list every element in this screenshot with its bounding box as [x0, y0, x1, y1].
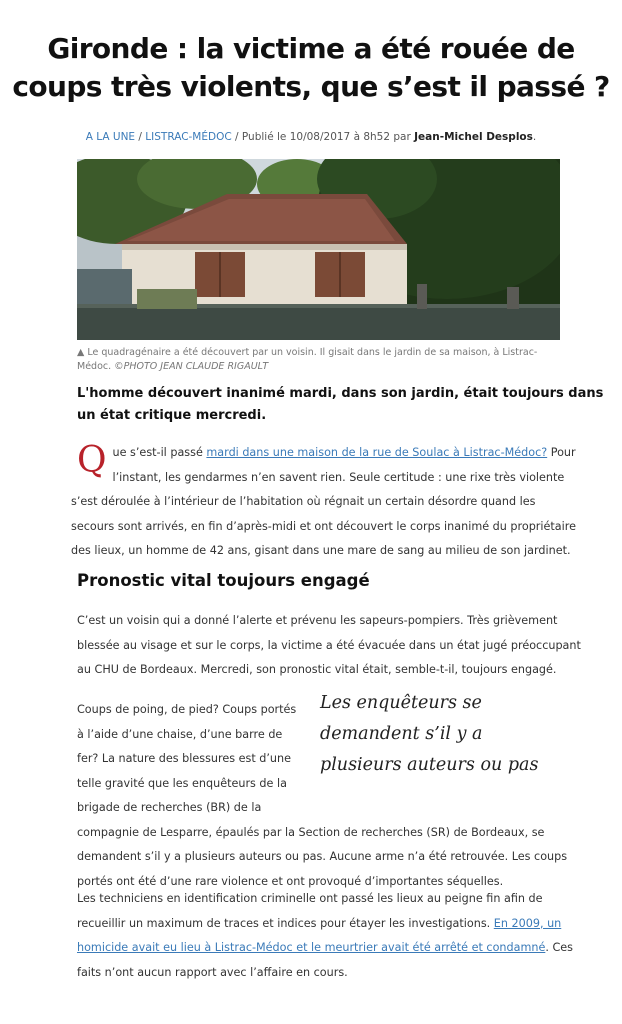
paragraph-line: l’instant, les gendarmes n’en savent rien. Seule certitude : une rixe très violente — [112, 470, 565, 484]
paragraph-line: C’est un voisin qui a donné l’alerte et prévenu les sapeurs-pompiers. Très grièvement — [77, 614, 558, 627]
title-line: coups très violents, que s’est il passé ? — [12, 70, 610, 103]
lead-line: un état critique mercredi. — [77, 408, 267, 423]
caption-line: Médoc. — [77, 361, 115, 372]
paragraph-line: portés ont été d’une rare violence et ont provoqué d’importantes séquelles. — [77, 874, 504, 888]
pull-quote-line: Les enquêteurs se — [320, 693, 482, 713]
paragraph-line: Les techniciens en identification criminelle ont passé les lieux au peigne fin afin de — [77, 892, 543, 905]
article-lead — [77, 383, 604, 427]
paragraph-line: brigade de recherches (BR) de la — [77, 801, 262, 814]
paragraph-line: compagnie de Lesparre, épaulés par la Section de recherches (SR) de Bordeaux, se — [77, 825, 545, 839]
paragraph-line: fer? La nature des blessures est d’une — [77, 752, 291, 765]
article-title — [0, 30, 622, 106]
drop-cap: Q — [77, 440, 107, 481]
paragraph-technicians — [77, 887, 573, 985]
paragraph-text: Pour — [547, 446, 576, 459]
paragraph-text: . Ces — [545, 941, 573, 954]
lead-line: L'homme découvert inanimé mardi, dans son jardin, était toujours dans — [77, 386, 604, 401]
paragraph-text: recueillir un maximum de traces et indices pour étayer les investigations. — [77, 916, 494, 930]
author-name[interactable]: Jean-Michel Desplos — [414, 131, 533, 143]
paragraph-line: telle gravité que les enquêteurs de la — [77, 776, 287, 790]
paragraph-line: à l’aide d’une chaise, d’une barre de — [77, 727, 283, 741]
pull-quote-line: demandent s’il y a — [320, 724, 483, 744]
category-link-a-la-une[interactable]: A LA UNE — [85, 131, 136, 143]
meta-end: . — [532, 131, 537, 143]
article-link-soulac[interactable]: mardi dans une maison de la rue de Soulac à Listrac-Médoc? — [206, 446, 548, 459]
paragraph-line: au CHU de Bordeaux. Mercredi, son pronostic vital était, semble-t-il, toujours engagé. — [77, 663, 557, 676]
photo-caption — [77, 346, 560, 374]
paragraph-line: faits n’ont aucun rapport avec l’affaire en cours. — [77, 965, 348, 979]
meta-separator: / — [231, 131, 242, 143]
article-link-homicide-2009[interactable]: En 2009, un — [493, 916, 562, 930]
paragraph-intro — [71, 440, 576, 564]
article-meta — [0, 131, 622, 143]
section-heading: Pronostic vital toujours engagé — [77, 571, 370, 590]
article-photo — [77, 159, 560, 340]
paragraph-line: blessée au visage et sur le corps, la victime a été évacuée dans un état jugé préoccupant — [77, 638, 581, 652]
paragraph-text: ue s’est-il passé — [112, 446, 207, 459]
pull-quote-line: plusieurs auteurs ou pas — [320, 755, 539, 775]
paragraph-line: Coups de poing, de pied? Coups portés — [77, 703, 297, 716]
meta-separator: / — [135, 131, 146, 143]
paragraph-line: secours sont arrivés, en fin d’après-midi et ont découvert le corps inanimé du propriétaire — [71, 519, 576, 533]
paragraph-line: s’est déroulée à l’intérieur de l’habitation où régnait un certain désordre quand les — [71, 495, 536, 508]
category-link-listrac-medoc[interactable]: LISTRAC-MÉDOC — [145, 131, 232, 143]
publish-date: Publié le 10/08/2017 à 8h52 par — [241, 131, 415, 143]
pull-quote — [320, 688, 570, 781]
paragraph-line: demandent s’il y a plusieurs auteurs ou pas. Aucune arme n’a été retrouvée. Les coups — [77, 850, 568, 863]
paragraph-line: des lieux, un homme de 42 ans, gisant dans une mare de sang au milieu de son jardinet. — [71, 544, 571, 557]
paragraph-neighbor — [77, 609, 581, 683]
photo-credit: ©PHOTO JEAN CLAUDE RIGAULT — [114, 361, 269, 372]
caption-line: ▲ Le quadragénaire a été découvert par un voisin. Il gisait dans le jardin de sa maison, à Listrac- — [77, 347, 538, 358]
title-line: Gironde : la victime a été rouée de — [47, 32, 575, 65]
article-link-homicide-2009[interactable]: homicide avait eu lieu à Listrac-Médoc et le meurtrier avait été arrêté et condamné — [77, 941, 546, 954]
